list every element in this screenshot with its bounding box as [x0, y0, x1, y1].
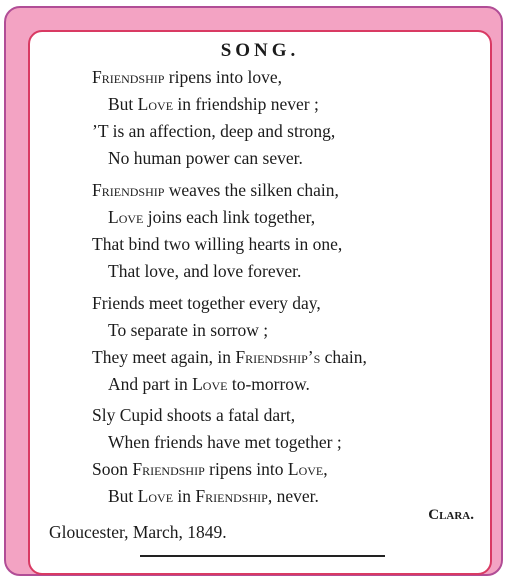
- poem-line: [108, 485, 319, 507]
- poem-line: [92, 458, 328, 480]
- poem-line: [108, 319, 268, 341]
- poem-line: [92, 66, 282, 88]
- line-text: , never.: [267, 486, 319, 506]
- line-text: But: [108, 486, 138, 506]
- line-text: No human power can sever.: [108, 148, 303, 168]
- small-caps-word: Love: [137, 486, 174, 506]
- small-caps-word: Friendship: [195, 486, 268, 506]
- clipping-page: [28, 30, 492, 575]
- poem-line: [108, 373, 310, 395]
- poem-line: [108, 206, 315, 228]
- poem-line: [108, 431, 342, 453]
- line-text: That bind two willing hearts in one,: [92, 234, 343, 254]
- small-caps-word: Friendship’s: [235, 347, 321, 367]
- poem-line: [108, 260, 301, 282]
- small-caps-word: Love: [108, 207, 144, 227]
- small-caps-word: Love: [192, 374, 228, 394]
- line-text: And part in: [108, 374, 193, 394]
- author-signature: Clara.: [428, 507, 474, 523]
- poem-line: [92, 404, 295, 426]
- small-caps-word: Love: [137, 94, 174, 114]
- poem-line: [108, 147, 303, 169]
- line-text: ’T is an affection, deep and strong,: [92, 121, 336, 141]
- line-text: To separate in sorrow ;: [108, 320, 269, 340]
- line-text: ripens into love,: [164, 67, 283, 87]
- line-text: to-morrow.: [227, 374, 310, 394]
- divider-rule: [140, 555, 385, 557]
- poem-line: [92, 233, 342, 255]
- small-caps-word: Friendship: [92, 67, 165, 87]
- line-text: ,: [323, 459, 328, 479]
- small-caps-word: Friendship: [132, 459, 205, 479]
- line-text: They meet again, in: [92, 347, 236, 367]
- line-text: Friends meet together every day,: [92, 293, 321, 313]
- line-text: Soon: [92, 459, 133, 479]
- line-text: in friendship never ;: [173, 94, 319, 114]
- small-caps-word: Love: [287, 459, 324, 479]
- poem-line: [92, 292, 321, 314]
- poem-line: [92, 120, 335, 142]
- outer-frame: [4, 6, 503, 576]
- poem-line: [92, 179, 339, 201]
- line-text: That love, and love forever.: [108, 261, 302, 281]
- line-text: ripens into: [204, 459, 288, 479]
- line-text: joins each link together,: [143, 207, 316, 227]
- line-text: weaves the silken chain,: [164, 180, 339, 200]
- line-text: chain,: [320, 347, 367, 367]
- poem-title: SONG.: [220, 40, 300, 61]
- small-caps-word: Friendship: [92, 180, 165, 200]
- line-text: When friends have met together ;: [108, 432, 342, 452]
- poem-line: [108, 93, 319, 115]
- line-text: in: [173, 486, 196, 506]
- place-and-date: Gloucester, March, 1849.: [49, 522, 227, 542]
- line-text: But: [108, 94, 138, 114]
- line-text: Sly Cupid shoots a fatal dart,: [92, 405, 296, 425]
- poem-line: [92, 346, 367, 368]
